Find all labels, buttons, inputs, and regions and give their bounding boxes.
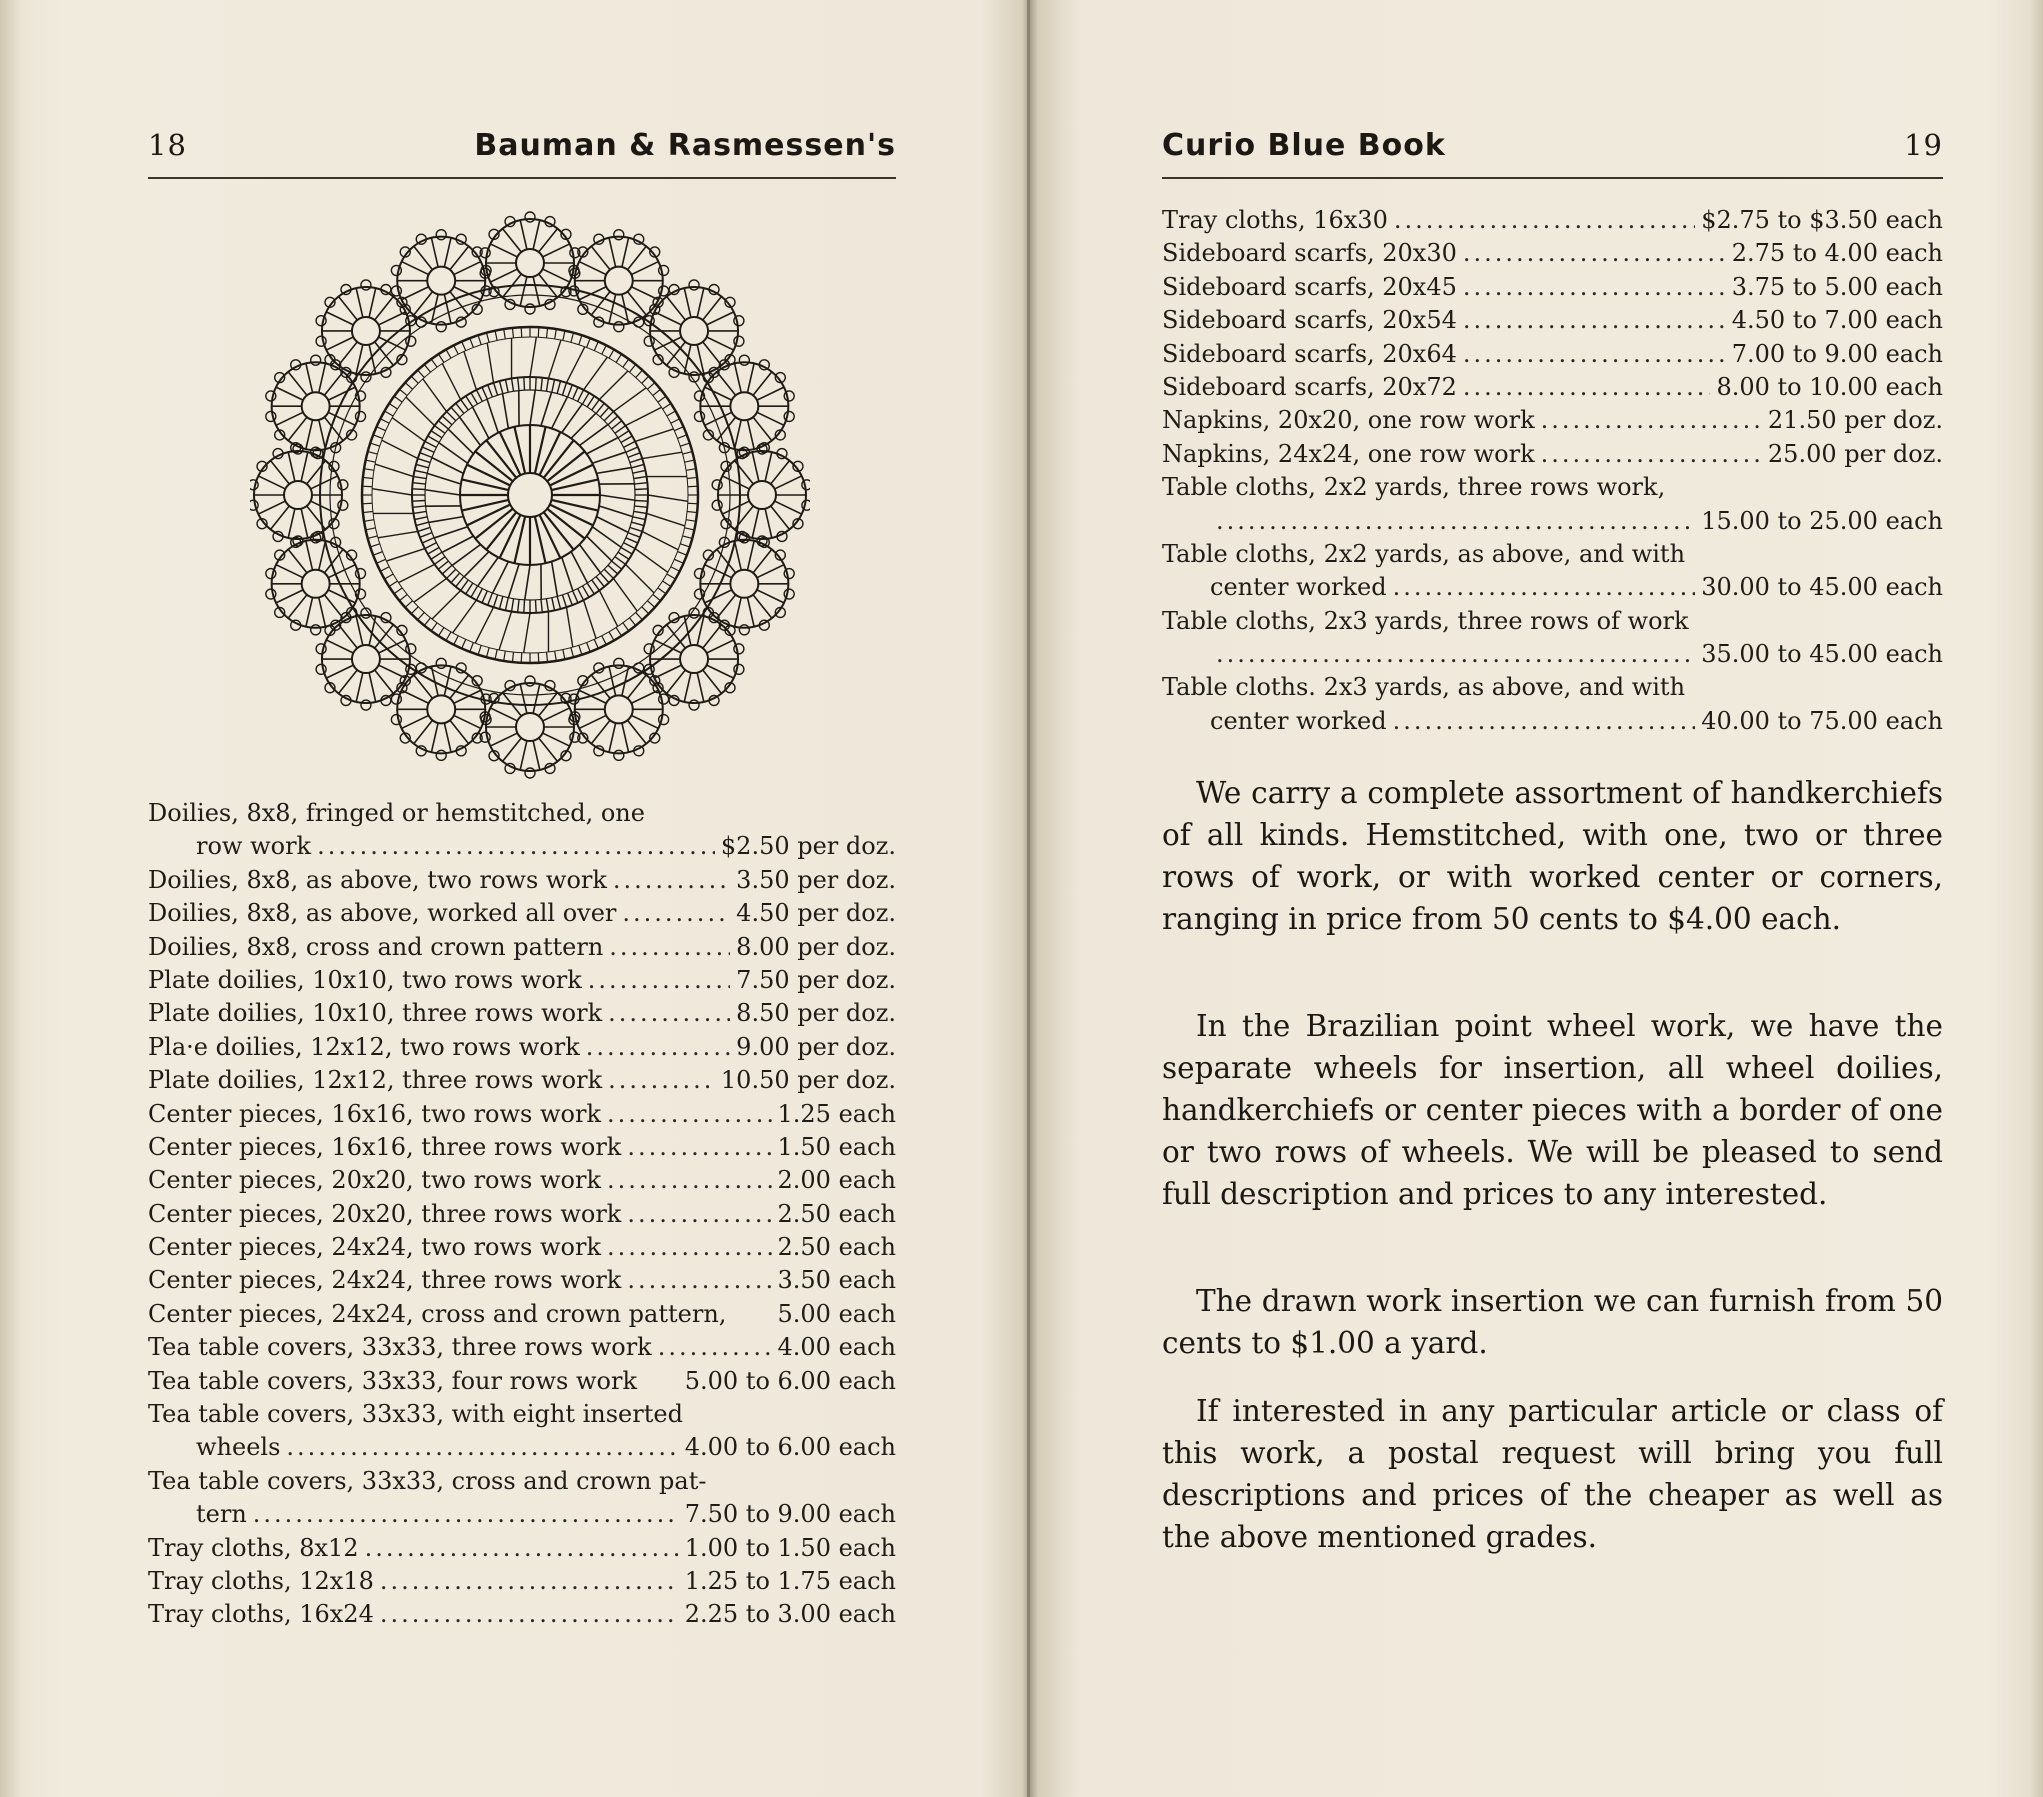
item-description: Sideboard scarfs, 20x64: [1162, 339, 1457, 368]
dot-leader: [627, 1264, 771, 1297]
dot-leader: [1216, 505, 1695, 538]
price-list-row: [148, 864, 896, 897]
item-price: 1.25 each: [777, 1099, 896, 1128]
item-description: Sideboard scarfs, 20x30: [1162, 239, 1457, 268]
item-price: 1.50 each: [777, 1132, 896, 1161]
dot-leader: [380, 1565, 679, 1598]
item-description: Tray cloths, 16x24: [148, 1600, 374, 1629]
price-list-row: [148, 1498, 896, 1531]
dot-leader: [608, 997, 730, 1030]
price-list-row: [1162, 371, 1943, 404]
item-description: Sideboard scarfs, 20x54: [1162, 306, 1457, 335]
paragraph-text: We carry a complete assortment of handkerchiefs of all kinds. Hemstitched, with one, two or three rows of work, or with worked center or corners, ranging in price from 50 cents to $4.00 each.: [1162, 776, 1943, 936]
item-description: Tea table covers, 33x33, four rows work: [148, 1366, 637, 1395]
paragraph-text: In the Brazilian point wheel work, we have the separate wheels for insertion, all wheel doilies, handkerchiefs or center pieces with a border of one or two rows of wheels. We will be pleased to send full description and prices to any interested.: [1162, 1009, 1943, 1211]
price-list-row: [148, 1298, 896, 1331]
price-list-row: [148, 997, 896, 1030]
price-list-row: [1162, 638, 1943, 671]
item-price: 9.00 per doz.: [736, 1032, 896, 1061]
item-price: $2.75 to $3.50 each: [1701, 206, 1943, 234]
item-price: 10.50 per doz.: [720, 1066, 896, 1095]
price-list-row: [148, 1532, 896, 1565]
dot-leader: [588, 964, 730, 997]
item-description: center worked: [1210, 706, 1387, 735]
item-description: Center pieces, 20x20, two rows work: [148, 1166, 601, 1195]
dot-leader: [1394, 204, 1695, 237]
price-list-row: [148, 1565, 896, 1598]
price-list-row: [1162, 271, 1943, 304]
price-list-row: [148, 1598, 896, 1631]
item-price: 30.00 to 45.00 each: [1701, 573, 1943, 602]
item-description: Center pieces, 20x20, three rows work: [148, 1199, 622, 1228]
item-price: 5.00 each: [777, 1299, 896, 1328]
dot-leader: [1463, 338, 1726, 371]
price-list-row: [1162, 571, 1943, 604]
price-list-row: [1162, 304, 1943, 337]
item-price: 8.50 per doz.: [736, 999, 896, 1028]
price-list-row: [148, 964, 896, 997]
item-description: Tray cloths, 12x18: [148, 1566, 374, 1595]
item-description: Center pieces, 16x16, three rows work: [148, 1132, 622, 1161]
price-list-line: Tea table covers, 33x33, with eight inserted: [148, 1400, 683, 1429]
price-list-row: [148, 1198, 896, 1231]
right-page-number: 19: [1904, 128, 1943, 162]
dot-leader: [253, 1498, 679, 1531]
price-list-row: [148, 1331, 896, 1364]
item-description: Doilies, 8x8, as above, two rows work: [148, 865, 607, 894]
item-description: Sideboard scarfs, 20x45: [1162, 272, 1457, 301]
paragraph-postal-request: [1162, 1390, 1943, 1558]
dot-leader: [607, 1098, 772, 1131]
price-list-row: [148, 1164, 896, 1197]
item-price: 15.00 to 25.00 each: [1701, 506, 1943, 535]
item-description: tern: [196, 1500, 247, 1529]
price-list-row: [1162, 438, 1943, 471]
dot-leader: [380, 1598, 679, 1631]
item-price: 7.50 to 9.00 each: [684, 1500, 896, 1529]
paragraph-brazilian-wheel: [1162, 1005, 1943, 1215]
price-list-row: [1162, 204, 1943, 237]
paragraph-handkerchiefs: [1162, 772, 1943, 940]
item-price: 1.00 to 1.50 each: [684, 1533, 896, 1562]
item-price: 2.50 each: [777, 1199, 896, 1228]
dot-leader: [627, 1198, 771, 1231]
dot-leader: [365, 1532, 679, 1565]
item-price: 21.50 per doz.: [1767, 406, 1943, 435]
item-price: 5.00 to 6.00 each: [684, 1366, 896, 1395]
right-header-rule: [1162, 177, 1943, 179]
dot-leader: [1463, 371, 1711, 404]
price-list-row: [1162, 404, 1943, 437]
price-list-row: [148, 1131, 896, 1164]
dot-leader: [586, 1031, 730, 1064]
item-description: Tray cloths, 16x30: [1162, 206, 1388, 234]
item-price: 4.50 to 7.00 each: [1731, 306, 1943, 335]
dot-leader: [607, 1164, 772, 1197]
item-price: 25.00 per doz.: [1767, 439, 1943, 468]
left-running-head: [148, 128, 896, 172]
item-price: 7.00 to 9.00 each: [1731, 339, 1943, 368]
price-list-row: [1162, 705, 1943, 738]
dot-leader: [317, 830, 715, 863]
price-list-line: Table cloths, 2x2 yards, three rows work,: [1162, 473, 1666, 502]
price-list-row: [148, 931, 896, 964]
price-list-row: [148, 897, 896, 930]
right-page: [1030, 0, 2043, 1797]
price-list-line: Tea table covers, 33x33, cross and crown pat-: [148, 1466, 707, 1495]
price-list-row: [148, 1365, 896, 1398]
dot-leader: [1393, 571, 1696, 604]
item-price: 1.25 to 1.75 each: [684, 1566, 896, 1595]
item-price: 4.50 per doz.: [736, 899, 896, 928]
item-description: wheels: [196, 1433, 281, 1462]
item-price: 40.00 to 75.00 each: [1701, 706, 1943, 735]
left-page-number: 18: [148, 128, 187, 162]
item-price: 2.75 to 4.00 each: [1731, 239, 1943, 268]
item-description: Center pieces, 16x16, two rows work: [148, 1099, 601, 1128]
dot-leader: [627, 1131, 771, 1164]
item-description: Napkins, 24x24, one row work: [1162, 439, 1535, 468]
price-list-line: Doilies, 8x8, fringed or hemstitched, one: [148, 799, 645, 827]
left-header-rule: [148, 177, 896, 179]
item-description: Tray cloths, 8x12: [148, 1533, 359, 1562]
item-description: Plate doilies, 10x10, two rows work: [148, 965, 582, 994]
paragraph-text: If interested in any particular article or class of this work, a postal request will bring you full descriptions and prices of the cheaper as well as the above mentioned grades.: [1162, 1394, 1943, 1554]
dot-leader: [1463, 237, 1726, 270]
item-price: 8.00 per doz.: [736, 932, 896, 961]
right-running-head: [1162, 128, 1943, 172]
item-price: 2.00 each: [777, 1166, 896, 1195]
item-price: 7.50 per doz.: [736, 965, 896, 994]
right-price-list: [1162, 204, 1943, 738]
item-description: Center pieces, 24x24, cross and crown pattern,: [148, 1299, 727, 1328]
item-description: Center pieces, 24x24, two rows work: [148, 1233, 601, 1262]
item-description: Doilies, 8x8, cross and crown pattern: [148, 932, 604, 961]
dot-leader: [1541, 404, 1762, 437]
dot-leader: [1463, 304, 1726, 337]
price-list-row: [148, 1031, 896, 1064]
price-list-row: [148, 1431, 896, 1464]
item-description: Plate doilies, 10x10, three rows work: [148, 999, 603, 1028]
dot-leader: [1393, 705, 1696, 738]
doily-illustration: [250, 210, 810, 780]
price-list-row: [1162, 338, 1943, 371]
item-price: 8.00 to 10.00 each: [1716, 372, 1943, 401]
left-price-list: [148, 797, 896, 1632]
price-list-line: Table cloths. 2x3 yards, as above, and with: [1162, 673, 1686, 702]
paragraph-drawn-work: [1162, 1280, 1943, 1364]
item-description: Plate doilies, 12x12, three rows work: [148, 1066, 603, 1095]
item-price: 3.50 per doz.: [736, 865, 896, 894]
item-price: 35.00 to 45.00 each: [1701, 640, 1943, 669]
dot-leader: [1541, 438, 1762, 471]
item-description: Sideboard scarfs, 20x72: [1162, 372, 1457, 401]
dot-leader: [658, 1331, 772, 1364]
price-list-row: [1162, 505, 1943, 538]
dot-leader: [607, 1231, 772, 1264]
item-price: 3.50 each: [777, 1266, 896, 1295]
item-description: row work: [196, 832, 312, 861]
item-price: 2.25 to 3.00 each: [684, 1600, 896, 1629]
price-list-row: [148, 1264, 896, 1297]
price-list-line: Table cloths, 2x2 yards, as above, and with: [1162, 539, 1686, 568]
item-description: Napkins, 20x20, one row work: [1162, 406, 1535, 435]
price-list-row: [1162, 237, 1943, 270]
price-list-row: [148, 1231, 896, 1264]
price-list-row: [148, 830, 896, 863]
item-description: Tea table covers, 33x33, three rows work: [148, 1333, 652, 1362]
dot-leader: [613, 864, 730, 897]
price-list-line: Table cloths, 2x3 yards, three rows of work: [1162, 606, 1689, 635]
item-price: 3.75 to 5.00 each: [1731, 272, 1943, 301]
item-description: Doilies, 8x8, as above, worked all over: [148, 899, 617, 928]
item-price: 4.00 each: [777, 1333, 896, 1362]
dot-leader: [608, 1064, 715, 1097]
item-description: Pla·e doilies, 12x12, two rows work: [148, 1032, 580, 1061]
dot-leader: [609, 931, 730, 964]
dot-leader: [1216, 638, 1695, 671]
left-running-title: Bauman & Rasmessen's: [474, 128, 896, 163]
paragraph-text: The drawn work insertion we can furnish from 50 cents to $1.00 a yard.: [1162, 1284, 1943, 1360]
item-price: 2.50 each: [777, 1233, 896, 1262]
dot-leader: [286, 1431, 678, 1464]
dot-leader: [622, 897, 730, 930]
right-running-title: Curio Blue Book: [1162, 128, 1446, 163]
dot-leader: [1463, 271, 1726, 304]
item-price: 4.00 to 6.00 each: [684, 1433, 896, 1462]
item-description: center worked: [1210, 573, 1387, 602]
item-description: Center pieces, 24x24, three rows work: [148, 1266, 622, 1295]
price-list-row: [148, 1098, 896, 1131]
price-list-row: [148, 1064, 896, 1097]
item-price: $2.50 per doz.: [720, 832, 896, 861]
